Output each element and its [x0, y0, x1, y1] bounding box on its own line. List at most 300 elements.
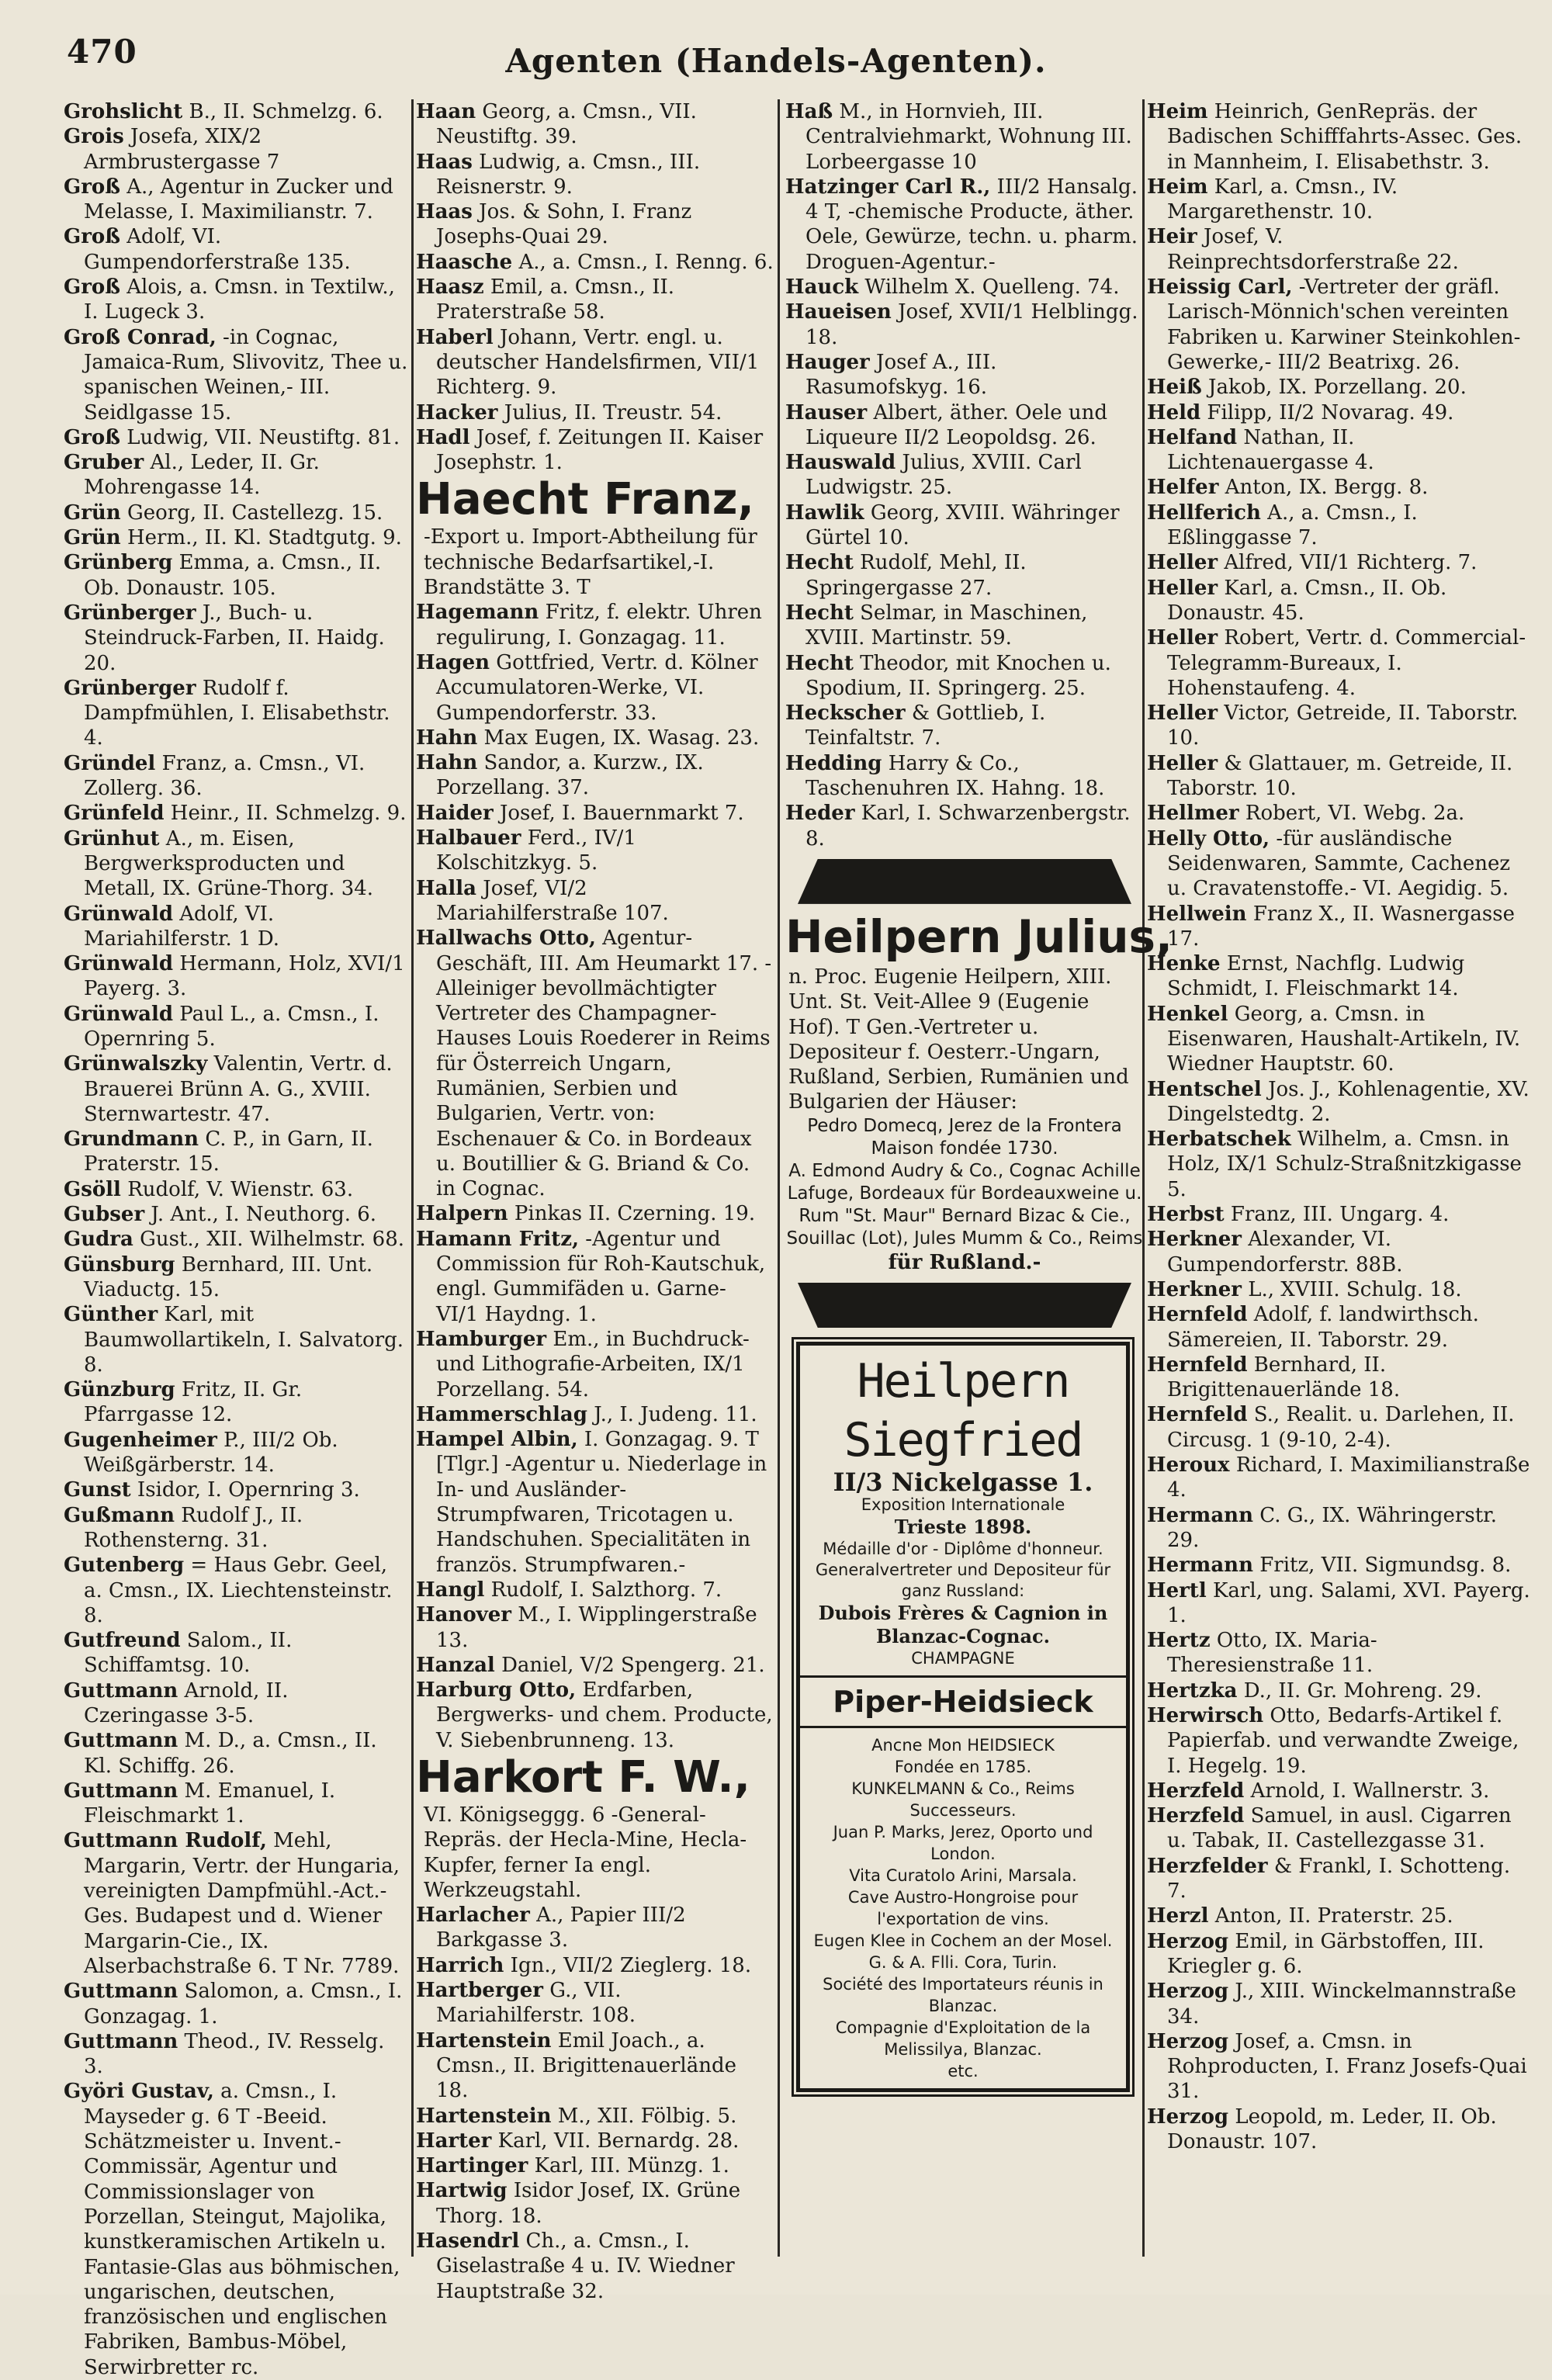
entry-details: Franz, a. Cmsn., VI. Zollerg. 36.: [84, 751, 365, 801]
entry-name: Gruber: [64, 451, 144, 475]
entry-details: Georg, XVIII. Währinger Gürtel 10.: [805, 501, 1120, 550]
ad-house: Pedro Domecq, Jerez de la Frontera Maison fondée 1730.: [807, 1115, 1122, 1159]
entry-name: Heller: [1147, 551, 1218, 575]
entry-name: Grünfeld: [64, 802, 165, 826]
directory-entry: [1147, 1854, 1535, 1904]
entry-name: Grün: [64, 501, 121, 525]
entry-details: Robert, Vertr. d. Commercial-Telegramm-Bureaux, I. Hohenstaufeng. 4.: [1167, 626, 1526, 700]
entry-details: Rudolf, Mehl, II. Springergasse 27.: [805, 551, 1027, 600]
entry-details: Ernst, Nachflg. Ludwig Schmidt, I. Fleischmarkt 14.: [1167, 952, 1465, 1001]
ad-line: Vita Curatolo Arini, Marsala.: [849, 1866, 1077, 1886]
entry-details: Nathan, II. Lichtenauergasse 4.: [1167, 425, 1374, 475]
directory-entry: [416, 726, 774, 750]
entry-name: Hecht: [785, 551, 854, 575]
entry-details: Max Eugen, IX. Wasag. 23.: [477, 726, 760, 750]
directory-entry: [64, 325, 410, 425]
entry-details: M., in Hornvieh, III. Centralviehmarkt, Wohnung III. Lorbeergasse 10: [805, 100, 1132, 174]
entry-details: Heinrich, GenRepräs. der Badischen Schifffahrts-Assec. Ges. in Mannheim, I. Elisabethstr. 3.: [1167, 100, 1523, 174]
entry-name: Hertzka: [1147, 1678, 1238, 1703]
entry-details: Rudolf, I. Salzthorg. 7.: [484, 1578, 722, 1602]
entry-details: Ferd., IV/1 Kolschitzkyg. 5.: [436, 826, 636, 875]
entry-details: Richard, I. Maximilianstraße 4.: [1167, 1453, 1530, 1502]
entry-name: Hauck: [785, 275, 859, 300]
entry-details: Franz, III. Ungarg. 4.: [1224, 1203, 1450, 1227]
entry-name: Grünberger: [64, 676, 196, 700]
entry-details: Theod., IV. Resselg. 3.: [84, 2029, 385, 2079]
entry-name: Heim: [1147, 100, 1208, 123]
entry-name: Grünberg: [64, 551, 173, 575]
directory-entry: [64, 224, 410, 275]
entry-name: Hedding: [785, 751, 882, 775]
directory-entry: [64, 425, 410, 450]
entry-name: Grois: [64, 125, 124, 149]
directory-entry: [785, 651, 1144, 702]
entry-details: Jakob, IX. Porzellang. 20.: [1201, 376, 1467, 400]
directory-entry: [64, 1252, 410, 1303]
entry-name: Groß Conrad,: [64, 325, 217, 349]
ad-line: G. & A. Flli. Cora, Turin.: [868, 1953, 1058, 1973]
entry-details: Emil, in Gärbstoffen, III. Kriegler g. 6.: [1167, 1929, 1484, 1978]
entry-name: Hernfeld: [1147, 1403, 1248, 1427]
ad-line: Cave Austro-Hongroise pour l'exportation de vins.: [847, 1888, 1079, 1929]
directory-entry: [1147, 1553, 1535, 1578]
entry-name: Hangl: [416, 1578, 485, 1602]
entry-name: Groß: [64, 225, 120, 249]
ad-address: II/3 Nickelgasse 1.: [833, 1467, 1093, 1497]
entry-details: G., VII. Mariahilferstr. 108.: [436, 1979, 636, 2028]
entry-details: S., Realit. u. Darlehen, II. Circusg. 1 (9-10, 2-4).: [1167, 1403, 1515, 1452]
entry-name: Herzog: [1147, 1929, 1229, 1953]
directory-entry: [1147, 826, 1535, 902]
entry-name: Herkner: [1147, 1228, 1242, 1252]
entry-name: Guttmann: [64, 1980, 178, 2004]
entry-details: J., XIII. Winckelmannstraße 34.: [1167, 1980, 1516, 2028]
directory-entry: [1147, 99, 1535, 175]
entry-details: & Glattauer, m. Getreide, II. Taborstr. 10.: [1167, 751, 1513, 801]
entry-details: Wilhelm, a. Cmsn. in Holz, IX/1 Schulz-Straßnitzkigasse 5.: [1167, 1128, 1522, 1201]
advertisement-heilpern-julius: [785, 859, 1173, 1328]
entry-name: Herzl: [1147, 1904, 1209, 1928]
entry-name: Herwirsch: [1147, 1704, 1264, 1727]
entry-details: M. Emanuel, I. Fleischmarkt 1.: [84, 1779, 336, 1828]
entry-details: Selmar, in Maschinen, XVIII. Martinstr. 59.: [805, 601, 1088, 650]
entry-details: Franz X., II. Wasnergasse 17.: [1167, 902, 1515, 951]
directory-entry: [64, 99, 410, 124]
entry-details: Pinkas II. Czerning. 19.: [508, 1202, 756, 1226]
entry-name: Hatzinger Carl R.,: [785, 175, 991, 199]
entry-details: B., II. Schmelzg. 6.: [182, 100, 383, 123]
directory-entry: [64, 801, 410, 826]
entry-details: Mehl, Margarin, Vertr. der Hungaria, vereinigten Dampfmühl.-Act.-Ges. Budapest und d. Wiener Margarin-Cie., IX. Alserbachstraße 6. T Nr. 7789.: [84, 1829, 400, 1978]
entry-name: Harlacher: [416, 1904, 530, 1928]
entry-name: Gsöll: [64, 1177, 121, 1201]
entry-name: Heim: [1147, 175, 1208, 199]
entry-name: Hecht: [785, 601, 854, 625]
directory-entry: [1147, 576, 1535, 626]
directory-entry: [416, 275, 774, 325]
entry-name: Grünwald: [64, 952, 173, 976]
directory-entry: [1147, 801, 1535, 826]
directory-entry: [416, 1402, 774, 1427]
entry-name: Hartwig: [416, 2179, 508, 2203]
entry-details: Paul L., a. Cmsn., I. Opernring 5.: [84, 1002, 379, 1051]
entry-details: Adolf, f. landwirthsch. Sämereien, II. Taborstr. 29.: [1167, 1303, 1479, 1352]
entry-name: Harter: [416, 2129, 492, 2153]
directory-entry: [1147, 2029, 1535, 2105]
entry-details: Julius, XVIII. Carl Ludwigstr. 25.: [805, 451, 1082, 500]
entry-details: Harry & Co., Taschenuhren IX. Hahng. 18.: [805, 751, 1105, 801]
entry-name: Hawlik: [785, 501, 864, 525]
entry-details: Josef A., III. Rasumofskyg. 16.: [805, 350, 997, 400]
entry-name: Hacker: [416, 400, 498, 424]
entry-name: Herzfeld: [1147, 1779, 1245, 1803]
entry-details: Leopold, m. Leder, II. Ob. Donaustr. 107.: [1167, 2105, 1497, 2154]
entry-name: Heller: [1147, 626, 1218, 650]
directory-entry: [1147, 1302, 1535, 1353]
entry-details: Josef, I. Bauernmarkt 7.: [493, 801, 744, 825]
directory-entry: [785, 175, 1144, 275]
ad-decorative-band: [798, 859, 1131, 904]
entry-name: Herkner: [1147, 1277, 1242, 1301]
entry-name: Gudra: [64, 1228, 133, 1252]
entry-details: Alfred, VII/1 Richterg. 7.: [1218, 551, 1478, 575]
ad-rule: [800, 1726, 1126, 1728]
directory-entry: [416, 2028, 774, 2104]
entry-name: Heller: [1147, 576, 1218, 600]
entry-details: C. G., IX. Währingerstr. 29.: [1167, 1503, 1497, 1552]
entry-details: Josef, f. Zeitungen II. Kaiser Josephstr. 1.: [436, 425, 764, 475]
entry-name: Harburg Otto,: [416, 1678, 577, 1703]
directory-entry: [785, 275, 1144, 300]
entry-details: Bernhard, II. Brigittenauerlände 18.: [1167, 1353, 1401, 1402]
entry-name: Held: [1147, 400, 1201, 424]
directory-entry: [64, 2079, 410, 2380]
entry-name: Herzog: [1147, 1980, 1229, 2004]
directory-entry: [1147, 951, 1535, 1002]
directory-entry: [416, 600, 774, 650]
directory-entry: [416, 99, 774, 150]
directory-entry: [1147, 1353, 1535, 1403]
entry-details: Herm., II. Kl. Stadtgutg. 9.: [120, 526, 402, 550]
entry-details: Albert, äther. Oele und Liqueure II/2 Leopoldsg. 26.: [805, 400, 1107, 449]
entry-name: Gußmann: [64, 1503, 175, 1527]
directory-entry: [416, 1602, 774, 1653]
page-number: 470: [67, 33, 137, 71]
directory-entry: [64, 275, 410, 325]
featured-name: Harkort F. W.,: [416, 1752, 750, 1803]
entry-details: J., Buch- u. Steindruck-Farben, II. Haidg. 20.: [84, 601, 385, 675]
entry-details: Emil Joach., a. Cmsn., II. Brigittenauerlände 18.: [436, 2028, 736, 2103]
directory-entry: [1147, 224, 1535, 275]
entry-details: A., m. Eisen, Bergwerksproducten und Metall, IX. Grüne-Thorg. 34.: [84, 826, 374, 901]
entry-details: Isidor, I. Opernring 3.: [130, 1478, 360, 1502]
entry-details: Karl, VII. Bernardg. 28.: [491, 2129, 740, 2153]
ad-rule: [800, 1675, 1126, 1678]
entry-details: Fritz, II. Gr. Pfarrgasse 12.: [84, 1378, 303, 1427]
entry-details: I. Gonzagag. 9. T [Tlgr.] -Agentur u. Niederlage in In- und Ausländer-Strumpfwaren, Tricotagen u. Handschuhen. Specialitäten in französ. Strumpfwaren.-: [436, 1428, 767, 1577]
entry-details: Anton, II. Praterstr. 25.: [1208, 1904, 1453, 1928]
directory-entry: [785, 99, 1144, 175]
ad-decorative-band: [798, 1283, 1131, 1328]
directory-entry: [64, 550, 410, 601]
entry-name: Haasche: [416, 250, 513, 274]
entry-name: Groß: [64, 175, 120, 199]
directory-entry: [1147, 1453, 1535, 1503]
entry-details: -in Cognac, Jamaica-Rum, Slivovitz, Thee u. spanischen Weinen,- III. Seidlgasse 15.: [84, 325, 408, 424]
directory-entry: [64, 450, 410, 501]
entry-name: Grundmann: [64, 1128, 199, 1152]
entry-details: M., XII. Fölbig. 5.: [551, 2104, 737, 2128]
directory-entry: [416, 1903, 774, 1953]
directory-entry: [64, 1051, 410, 1127]
entry-details: Rudolf J., II. Rothensterng. 31.: [84, 1503, 303, 1552]
entry-name: Gründel: [64, 751, 156, 775]
directory-entry: [64, 826, 410, 902]
entry-name: Hauswald: [785, 451, 896, 475]
entry-details: Fritz, VII. Sigmundsg. 8.: [1252, 1554, 1512, 1578]
directory-entry: [416, 801, 774, 826]
entry-details: Alexander, VI. Gumpendorferstr. 88B.: [1167, 1228, 1403, 1277]
entry-name: Hanzal: [416, 1653, 495, 1677]
entry-details: A., a. Cmsn., I. Renng. 6.: [512, 250, 774, 274]
entry-name: Györi Gustav,: [64, 2080, 214, 2104]
entry-details: & Frankl, I. Schotteng. 7.: [1167, 1854, 1511, 1904]
directory-entry: [416, 1953, 774, 1978]
ad-line: KUNKELMANN & Co., Reims: [851, 1779, 1075, 1799]
directory-entry: [1147, 1402, 1535, 1453]
ad-exposition: Exposition Internationale: [861, 1495, 1065, 1515]
directory-entry: [1147, 1077, 1535, 1128]
directory-entry: [785, 751, 1144, 802]
directory-entry: [416, 325, 774, 400]
entry-details: Ludwig, a. Cmsn., III. Reisnerstr. 9.: [436, 150, 701, 199]
entry-details: Adolf, VI. Gumpendorferstraße 135.: [84, 225, 351, 274]
ad-piper-heidsieck: Piper-Heidsieck: [833, 1685, 1093, 1720]
directory-entry: [1147, 1202, 1535, 1227]
directory-entry: [1147, 550, 1535, 575]
directory-entry: [1147, 475, 1535, 500]
entry-name: Hasendrl: [416, 2229, 520, 2254]
entry-details: Ludwig, VII. Neustiftg. 81.: [120, 425, 400, 449]
entry-name: Herzog: [1147, 2029, 1229, 2053]
entry-name: Guttmann: [64, 1779, 178, 1803]
directory-entry: [64, 601, 410, 676]
ad-line: Juan P. Marks, Jerez, Oporto und London.: [833, 1823, 1093, 1864]
directory-entry: [785, 450, 1144, 501]
entry-details: M. D., a. Cmsn., II. Kl. Schiffg. 26.: [84, 1729, 377, 1778]
directory-entry: [416, 1227, 774, 1327]
entry-details: -Agentur und Commission für Roh-Kautschuk, engl. Gummifäden u. Garne- VI/1 Haydng. 1.: [436, 1227, 766, 1326]
directory-entry: [785, 501, 1144, 551]
entry-details: C. P., in Garn, II. Praterstr. 15.: [84, 1128, 373, 1176]
directory-entry: [64, 1779, 410, 1829]
directory-entry: [64, 1678, 410, 1729]
directory-entry: [1147, 701, 1535, 751]
entry-name: Grün: [64, 526, 121, 550]
entry-name: Hernfeld: [1147, 1303, 1248, 1327]
directory-entry: [64, 1478, 410, 1502]
entry-name: Heckscher: [785, 702, 906, 726]
entry-name: Hermann: [1147, 1503, 1253, 1527]
entry-details: Adolf, VI. Mariahilferstr. 1 D.: [84, 902, 280, 951]
entry-name: Haas: [416, 150, 473, 174]
entry-name: Günsburg: [64, 1252, 175, 1277]
directory-entry: [416, 1978, 774, 2028]
directory-entry: [64, 1002, 410, 1052]
entry-details: L., XVIII. Schulg. 18.: [1241, 1277, 1462, 1301]
ad-line: Ancne Mon HEIDSIECK: [871, 1736, 1055, 1755]
entry-details: Karl, I. Schwarzenbergstr. 8.: [805, 802, 1131, 850]
directory-entry: [64, 676, 410, 751]
directory-entry: [1147, 1904, 1535, 1928]
entry-name: Haß: [785, 100, 833, 123]
directory-entry: [416, 2229, 774, 2304]
ad-medal: Médaille d'or - Diplôme d'honneur.: [823, 1540, 1103, 1559]
entry-name: Helfand: [1147, 425, 1238, 449]
entry-name: Heder: [785, 802, 855, 826]
entry-details: P., III/2 Ob. Weißgärberstr. 14.: [84, 1428, 338, 1478]
entry-name: Grünwalszky: [64, 1052, 208, 1076]
directory-entry: [64, 1503, 410, 1554]
directory-entry: [1147, 902, 1535, 952]
entry-name: Herbst: [1147, 1203, 1225, 1227]
directory-entry: [64, 1302, 410, 1377]
entry-name: Heroux: [1147, 1453, 1230, 1478]
entry-name: Hertz: [1147, 1629, 1211, 1653]
directory-entry: [416, 250, 774, 275]
entry-details: & Gottlieb, I. Teinfaltstr. 7.: [805, 702, 1046, 750]
entry-details: J., I. Judeng. 11.: [587, 1402, 757, 1426]
entry-details: Valentin, Vertr. d. Brauerei Brünn A. G., XVIII. Sternwartestr. 47.: [84, 1052, 393, 1126]
directory-entry: [1147, 1002, 1535, 1077]
entry-details: Josef, VI/2 Mariahilferstraße 107.: [436, 876, 669, 925]
directory-entry: [416, 425, 774, 476]
entry-details: -Vertreter der gräfl. Larisch-Mönnich'schen vereinten Fabriken u. Karwiner Steinkohlen-Gewerke,- III/2 Beatrixg. 26.: [1167, 275, 1521, 374]
entry-name: Grünwald: [64, 1002, 173, 1026]
entry-name: Haan: [416, 100, 476, 123]
entry-details: Em., in Buchdruck- und Lithografie-Arbeiten, IX/1 Porzellang. 54.: [436, 1327, 750, 1401]
entry-name: Henkel: [1147, 1002, 1228, 1026]
entry-details: Filipp, II/2 Novarag. 49.: [1200, 400, 1454, 424]
entry-details: Emma, a. Cmsn., II. Ob. Donaustr. 105.: [84, 551, 382, 600]
directory-entry: [1147, 501, 1535, 551]
entry-details: Hermann, Holz, XVI/1 Payerg. 3.: [84, 952, 405, 1001]
entry-name: Hagen: [416, 650, 490, 674]
directory-entry: [416, 1578, 774, 1602]
directory-entry: [416, 1201, 774, 1226]
entry-details: Georg, a. Cmsn. in Eisenwaren, Haushalt-Artikeln, IV. Wiedner Hauptstr. 60.: [1167, 1002, 1521, 1076]
entry-details: D., II. Gr. Mohreng. 29.: [1237, 1678, 1482, 1703]
featured-text: VI. Königseggg. 6 -General-Repräs. der Hecla-Mine, Hecla-Kupfer, ferner Ia engl. Werkzeugstahl.: [424, 1803, 747, 1902]
entry-name: Hentschel: [1147, 1077, 1262, 1101]
directory-entry: [785, 350, 1144, 400]
entry-details: Karl, mit Baumwollartikeln, I. Salvatorg. 8.: [84, 1303, 404, 1377]
entry-details: Alois, a. Cmsn. in Textilw., I. Lugeck 3.: [84, 275, 395, 324]
directory-entry: [64, 1828, 410, 1979]
entry-details: J. Ant., I. Neuthorg. 6.: [144, 1203, 377, 1227]
entry-name: Hallwachs Otto,: [416, 927, 596, 951]
directory-entry: [416, 400, 774, 425]
entry-name: Hauser: [785, 400, 868, 424]
directory-entry: [416, 2153, 774, 2178]
entry-details: Heinr., II. Schmelzg. 9.: [164, 802, 407, 826]
entry-name: Hamburger: [416, 1327, 547, 1351]
ad-house: A. Edmond Audry & Co., Cognac Achille Lafuge, Bordeaux für Bordeauxweine u. Rum "St. Maur" Bernard Bizac & Cie., Souillac (Lot), Jules Mumm & Co., Reims: [786, 1160, 1143, 1249]
entry-details: Georg, a. Cmsn., VII. Neustiftg. 39.: [436, 100, 697, 149]
directory-entry: [64, 902, 410, 952]
column-4: [1147, 99, 1535, 2272]
entry-details: Emil, a. Cmsn., II. Praterstraße 58.: [436, 275, 674, 324]
directory-entry: [64, 1428, 410, 1478]
directory-entry: [785, 801, 1144, 851]
entry-details: Arnold, I. Wallnerstr. 3.: [1244, 1779, 1490, 1803]
entry-name: Hammerschlag: [416, 1402, 587, 1426]
ad-line: Société des Importateurs réunis in Blanzac.: [823, 1975, 1103, 2016]
entry-details: -für ausländische Seidenwaren, Sammte, Cachenez u. Cravatenstoffe.- VI. Aegidig. 5.: [1167, 826, 1511, 901]
entry-details: Theodor, mit Knochen u. Spodium, II. Springerg. 25.: [805, 651, 1111, 700]
entry-name: Halla: [416, 876, 477, 900]
directory-entry: [64, 175, 410, 225]
directory-entry: [1147, 1127, 1535, 1202]
entry-details: = Haus Gebr. Geel, a. Cmsn., IX. Liechtensteinstr. 8.: [84, 1554, 393, 1627]
featured-name: Haecht Franz,: [416, 474, 754, 525]
entry-details: Karl, III. Münzg. 1.: [528, 2154, 729, 2178]
entry-name: Harrich: [416, 1953, 504, 1977]
directory-entry: [1147, 400, 1535, 425]
directory-entry: [64, 1127, 410, 1177]
entry-name: Hahn: [416, 751, 478, 775]
entry-name: Guttmann Rudolf,: [64, 1829, 267, 1853]
page-title: Agenten (Handels-Agenten).: [505, 42, 1047, 80]
entry-details: Sandor, a. Kurzw., IX. Porzellang. 37.: [436, 751, 704, 800]
directory-entry: [1147, 1803, 1535, 1854]
directory-entry: [416, 1678, 774, 1753]
entry-details: Rudolf f. Dampfmühlen, I. Elisabethstr. 4.: [84, 676, 390, 750]
entry-details: Salom., II. Schiffamtsg. 10.: [84, 1629, 293, 1678]
directory-entry: [416, 1327, 774, 1402]
column-divider: [778, 99, 780, 2257]
entry-details: Bernhard, III. Unt. Viaductg. 15.: [84, 1252, 373, 1301]
directory-entry: [416, 926, 774, 1201]
entry-name: Hermann: [1147, 1554, 1253, 1578]
directory-entry: [64, 1177, 410, 1202]
entry-details: Ign., VII/2 Zieglerg. 18.: [504, 1953, 752, 1977]
directory-entry: [64, 124, 410, 175]
column-1: [64, 99, 410, 2379]
entry-details: Josef, a. Cmsn. in Rohproducten, I. Franz Josefs-Quai 31.: [1167, 2029, 1527, 2104]
entry-name: Henke: [1147, 952, 1221, 976]
entry-details: Anton, IX. Bergg. 8.: [1218, 476, 1429, 500]
entry-name: Guttmann: [64, 1729, 178, 1753]
entry-name: Helly Otto,: [1147, 826, 1270, 850]
entry-details: Victor, Getreide, II. Taborstr. 10.: [1167, 702, 1519, 750]
entry-details: Georg, II. Castellezg. 15.: [120, 501, 383, 525]
directory-entry: [785, 601, 1144, 651]
column-divider: [411, 99, 414, 2257]
entry-name: Gunst: [64, 1478, 131, 1502]
directory-entry: [1147, 1979, 1535, 2029]
directory-entry: [64, 1227, 410, 1252]
entry-details: Robert, VI. Webg. 2a.: [1238, 802, 1465, 826]
entry-name: Hellferich: [1147, 501, 1261, 525]
directory-entry: [64, 525, 410, 550]
entry-name: Gubser: [64, 1203, 145, 1227]
directory-entry: [416, 826, 774, 876]
entry-details: Agentur-Geschäft, III. Am Heumarkt 17. -Alleiniger bevollmächtigter Vertreter des Champagner-Hauses Louis Roederer in Reims für Österreich Ungarn, Rumänien, Serbien und Bulgarien, Vertr. von: Eschenauer & Co. in Bordeaux u. Boutillier & G. Briand & Co. in Cognac.: [436, 927, 772, 1201]
ad-line: etc.: [947, 2062, 979, 2081]
entry-name: Halpern: [416, 1202, 508, 1226]
directory-entry: [1147, 1277, 1535, 1302]
